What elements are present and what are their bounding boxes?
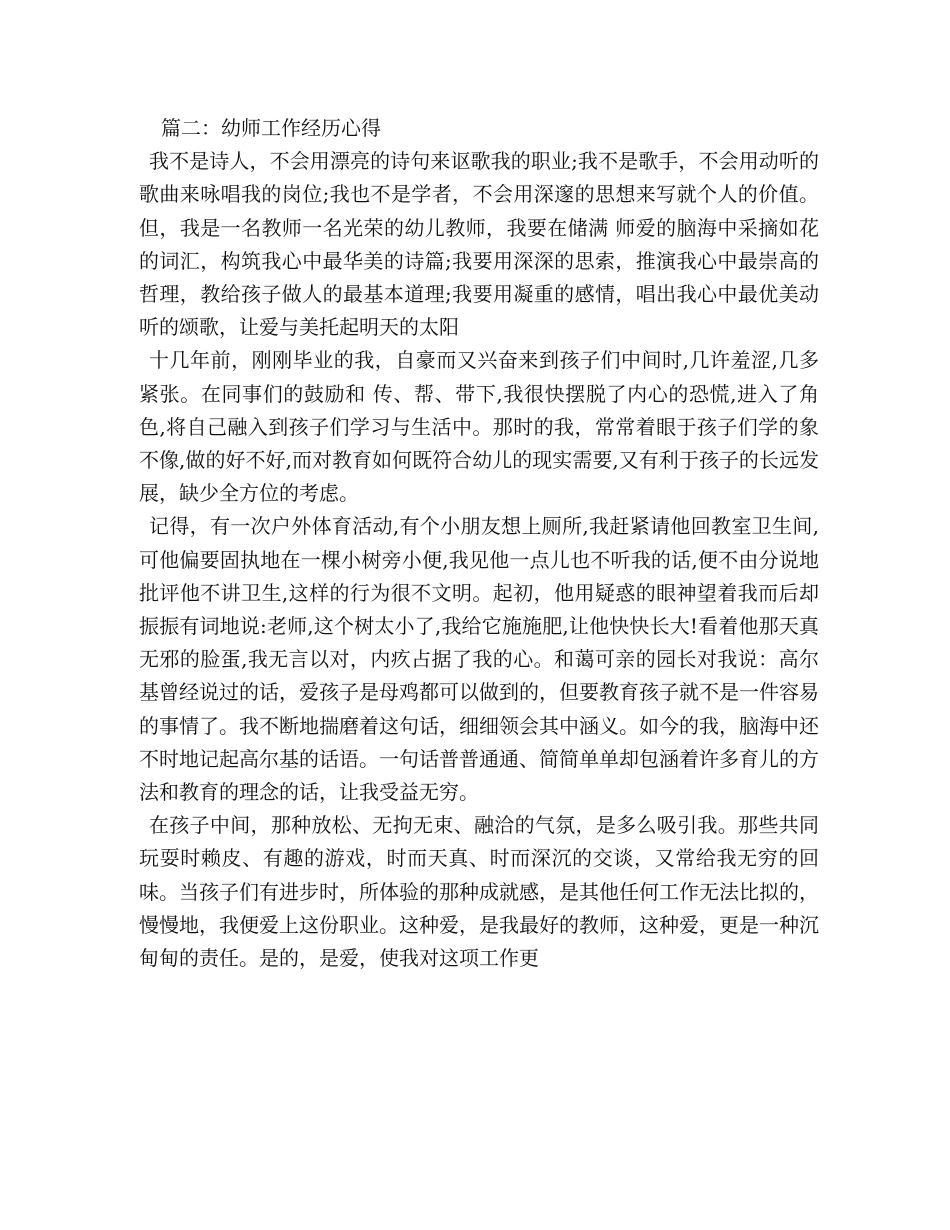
paragraph-3: 记得，有一次户外体育活动,有个小朋友想上厕所,我赶紧请他回教室卫生间,可他偏要固执地在一棵小树旁小便,我见他一点儿也不听我的话,便不由分说地批评他不讲卫生,这样的行为很不文明。起初，他用疑惑的眼神望着我而后却振振有词地说:老师,这个树太小了,我给它施施肥,让他快快长大!看着他那天真无邪的脸蛋,我无言以对，内疚占据了我的心。和蔼可亲的园长对我说：高尔基曾经说过的话，爱孩子是母鸡都可以做到的，但要教育孩子就不是一件容易的事情了。我不断地揣磨着这句话，细细领会其中涵义。如今的我，脑海中还不时地记起高尔基的话语。一句话普普通通、简简单单却包涵着许多育儿的方法和教育的理念的话，让我受益无穷。 [139,514,819,805]
paragraph-1: 我不是诗人，不会用漂亮的诗句来讴歌我的职业;我不是歌手，不会用动听的歌曲来咏唱我的岗位;我也不是学者，不会用深邃的思想来写就个人的价值。但，我是一名教师一名光荣的幼儿教师，我要在储满 师爱的脑海中采摘如花的词汇，构筑我心中最华美的诗篇;我要用深深的思索，推演我心中最崇高的哲理，教给孩子做人的最基本道理;我要用凝重的感情，唱出我心中最优美动听的颂歌，让爱与美托起明天的太阳 [139,149,819,340]
paragraph-4: 在孩子中间，那种放松、无拘无束、融洽的气氛，是多么吸引我。那些共同玩耍时赖皮、有趣的游戏，时而天真、时而深沉的交谈，又常给我无穷的回味。当孩子们有进步时，所体验的那种成就感，是其他任何工作无法比拟的，慢慢地，我便爱上这份职业。这种爱，是我最好的教师，这种爱，更是一种沉甸甸的责任。是的，是爱，使我对这项工作更 [139,813,819,971]
document-body [139,112,819,975]
paragraph-2: 十几年前，刚刚毕业的我，自豪而又兴奋来到孩子们中间时,几许羞涩,几多紧张。在同事们的鼓励和 传、帮、带下,我很快摆脱了内心的恐慌,进入了角色,将自己融入到孩子们学习与生活中。那时的我，常常着眼于孩子们学的象不像,做的好不好,而对教育如何既符合幼儿的现实需要,又有利于孩子的长远发展，缺少全方位的考虑。 [139,348,819,506]
document-title: 篇二：幼师工作经历心得 [161,116,381,140]
